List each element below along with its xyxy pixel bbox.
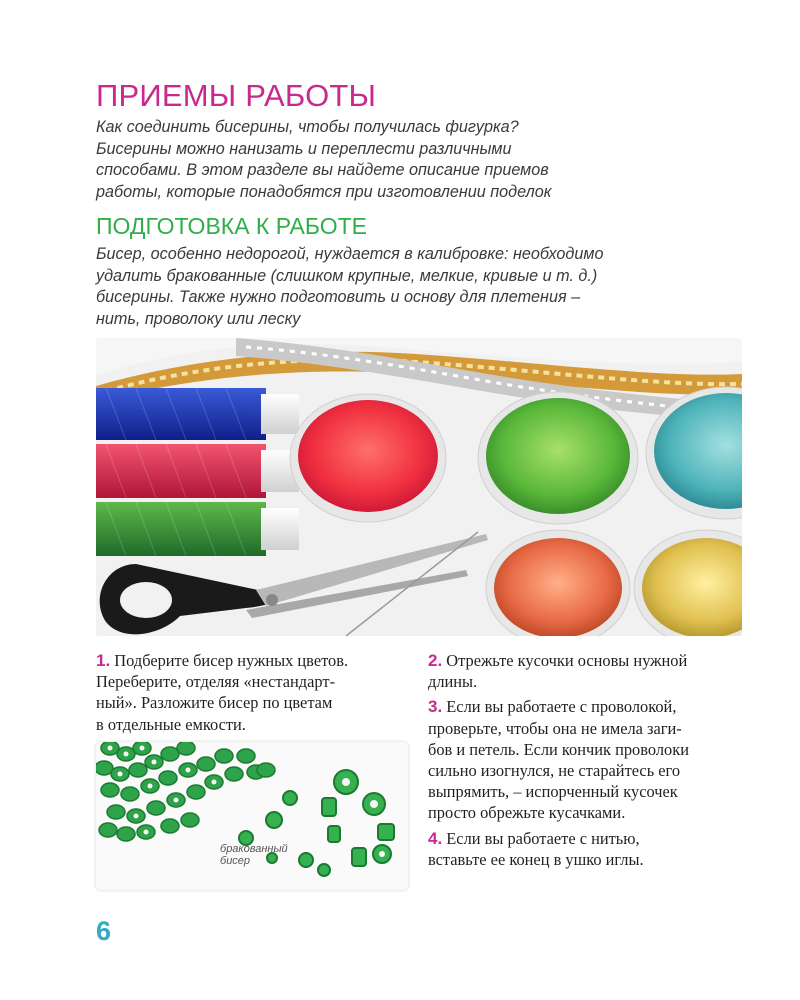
step-line: Если вы работаете с проволокой,: [446, 697, 677, 717]
intro-line: Бисерины можно нанизать и переплести различными: [96, 139, 512, 158]
step-line: вставьте ее конец в ушко иглы.: [428, 849, 644, 869]
step-line: выпрямить, – испорченный кусочек: [428, 782, 678, 802]
step-3: [428, 696, 748, 823]
thread-spools: [96, 388, 299, 556]
section-intro-line: Бисер, особенно недорогой, нуждается в калибровке: необходимо: [96, 245, 604, 263]
page-number: 6: [96, 916, 112, 946]
step-number: 2.: [428, 651, 443, 670]
step-line: сильно изогнулся, не старайтесь его: [428, 761, 681, 781]
step-line: Если вы работаете с нитью,: [446, 828, 640, 848]
step-line: Отрежьте кусочки основы нужной: [446, 651, 688, 670]
section-intro-line: нить, проволоку или леску: [96, 309, 301, 328]
intro-line: способами. В этом разделе вы найдете описание приемов: [96, 161, 549, 179]
intro-paragraph: [96, 117, 656, 203]
defective-beads-photo: [96, 742, 408, 890]
step-line: ный». Разложите бисер по цветам: [96, 693, 333, 713]
step-number: 4.: [428, 828, 443, 848]
page-title: ПРИЕМЫ РАБОТЫ: [96, 78, 377, 113]
steps-right-column: [428, 650, 748, 870]
step-number: 1.: [96, 651, 111, 670]
intro-line: Как соединить бисерины, чтобы получилась фигурка?: [96, 118, 519, 136]
step-line: Переберите, отделяя «нестандарт-: [96, 672, 336, 692]
step-number: 3.: [428, 697, 443, 717]
caption-line: бисер: [220, 855, 251, 867]
section-intro-line: бисерины. Также нужно подготовить и основу для плетения –: [96, 288, 581, 306]
step-4: [428, 828, 748, 870]
section-intro-line: удалить бракованные (слишком крупные, мелкие, кривые и т. д.): [96, 266, 598, 285]
materials-photo: [96, 338, 742, 636]
caption-line: бракованный: [220, 843, 288, 855]
step-line: Подберите бисер нужных цветов.: [114, 651, 349, 670]
step-1: [96, 650, 416, 735]
step-line: бов и петель. Если кончик проволоки: [428, 739, 689, 759]
step-2: [428, 650, 748, 692]
beads-caption: [220, 843, 288, 867]
step-line: проверьте, чтобы она не имела заги-: [428, 718, 682, 738]
step-line: длины.: [428, 672, 478, 692]
step-line: в отдельные емкости.: [96, 714, 246, 734]
step-line: просто обрежьте кусачками.: [428, 803, 626, 823]
intro-line: работы, которые понадобятся при изготовлении поделок: [96, 182, 552, 201]
section-intro: [96, 244, 696, 330]
section-title: ПОДГОТОВКА К РАБОТЕ: [96, 213, 367, 239]
